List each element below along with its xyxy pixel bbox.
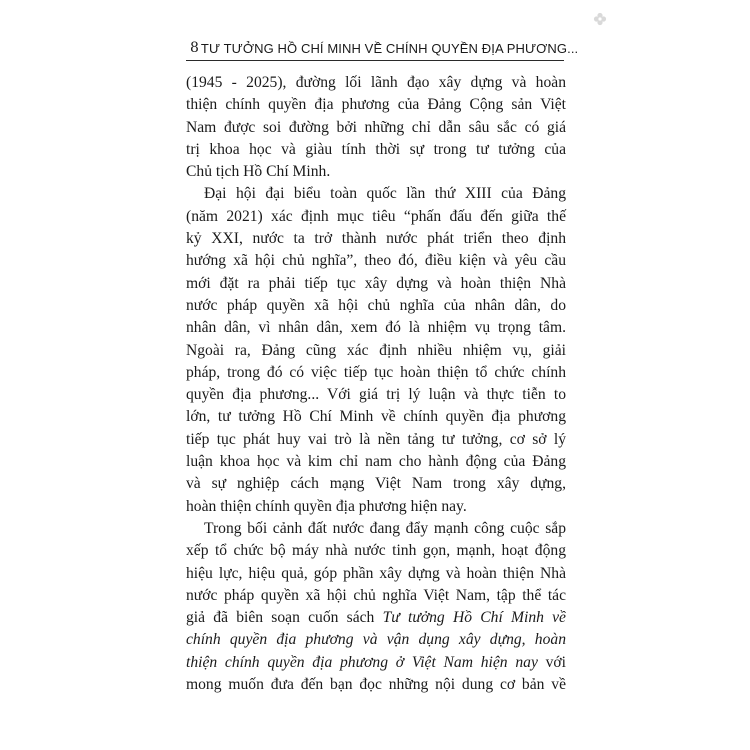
paragraph-1 <box>186 72 566 183</box>
text-line: tiếp tục phát huy vai trò là nền tảng tư tưởng, cơ sở lý <box>186 430 566 448</box>
paragraph-2 <box>186 183 566 517</box>
paragraph-3 <box>186 518 566 696</box>
text-line: Nam được soi đường bởi những chỉ dẫn sâu sắc có giá <box>186 118 566 136</box>
text-line: Trong bối cảnh đất nước đang đẩy mạnh công cuộc sắp <box>204 519 566 537</box>
text-line <box>186 607 566 629</box>
body-text <box>186 72 566 696</box>
text-line: trị khoa học và giàu tính thời sự trong tư tưởng của <box>186 140 566 158</box>
text-line: Đại hội đại biểu toàn quốc lần thứ XIII của Đảng <box>204 185 566 203</box>
running-title: TƯ TƯỞNG HỒ CHÍ MINH VỀ CHÍNH QUYỀN ĐỊA PHƯƠNG... <box>200 41 579 56</box>
text-line: và sự nghiệp cách mạng Việt Nam trong xây dựng, <box>186 475 566 493</box>
book-title-part: thiện chính quyền địa phương ở Việt Nam hiện nay <box>186 653 538 671</box>
text-line: Ngoài ra, Đảng cũng xác định nhiều nhiệm vụ, giải <box>186 341 566 359</box>
text-line: luận khoa học và kim chỉ nam cho hành động của Đảng <box>186 453 566 471</box>
text-line: quyền địa phương... Với giá trị lý luận và thực tiễn to <box>186 386 566 404</box>
page-number: 8 <box>190 40 199 56</box>
text-line: thiện chính quyền địa phương của Đảng Cộng sản Việt <box>186 96 566 114</box>
text-line: (năm 2021) xác định mục tiêu “phấn đấu đến giữa thế <box>186 207 566 225</box>
text-line <box>186 652 566 674</box>
text-line: (1945 - 2025), đường lối lãnh đạo xây dựng và hoàn <box>186 74 566 91</box>
text-line: nhân dân, vì nhân dân, xem đó là nhiệm vụ trọng tâm. <box>186 319 566 337</box>
text-line: mới đặt ra phải tiếp tục xây dựng và hoàn thiện Nhà <box>186 274 566 292</box>
text-line: hoàn thiện chính quyền địa phương hiện nay. <box>186 497 467 515</box>
text-line: nước pháp quyền xã hội chủ nghĩa của nhân dân, do <box>186 296 566 314</box>
text-line: hướng xã hội chủ nghĩa”, theo đó, điều kiện và yêu cầu <box>186 252 566 270</box>
text-line: hiệu lực, hiệu quả, góp phần xây dựng và hoàn thiện Nhà <box>186 564 566 582</box>
book-title-line: chính quyền địa phương và vận dụng xây dựng, hoàn <box>186 631 566 649</box>
text-line: nước pháp quyền xã hội chủ nghĩa Việt Nam, tập thể tác <box>186 586 566 604</box>
text-line: pháp, trong đó có việc tiếp tục hoàn thiện tổ chức chính <box>186 363 566 381</box>
text-line: lớn, tư tưởng Hồ Chí Minh về chính quyền địa phương <box>186 408 566 426</box>
text-run: với <box>537 653 567 671</box>
flower-icon <box>593 12 607 26</box>
text-line: Chủ tịch Hồ Chí Minh. <box>186 163 331 181</box>
text-run: giả đã biên soạn cuốn sách <box>186 609 383 627</box>
book-title-part: Tư tưởng Hồ Chí Minh về <box>382 609 566 627</box>
text-line: xếp tổ chức bộ máy nhà nước tinh gọn, mạnh, hoạt động <box>186 542 566 560</box>
running-header <box>186 37 579 61</box>
text-line: kỷ XXI, nước ta trở thành nước phát triển theo định <box>186 230 566 248</box>
text-line: mong muốn đưa đến bạn đọc những nội dung cơ bản về <box>186 676 566 694</box>
